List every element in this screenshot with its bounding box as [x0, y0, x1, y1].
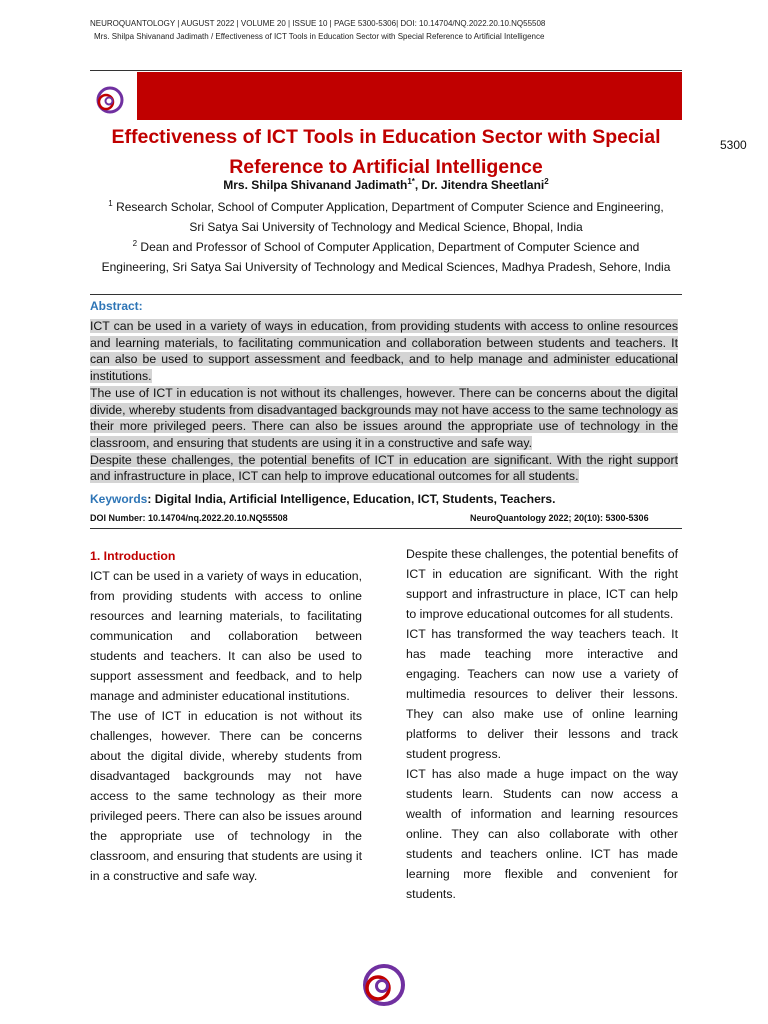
journal-citation: NeuroQuantology 2022; 20(10): 5300-5306	[470, 513, 649, 523]
author-separator: ,	[414, 178, 422, 192]
keywords-label: Keywords	[90, 492, 148, 506]
affiliation-1-line-1: Research Scholar, School of Computer Application, Department of Computer Science and Engineering,	[112, 200, 664, 214]
affiliation-2-line-1: Dean and Professor of School of Computer Application, Department of Computer Science and	[137, 240, 640, 254]
body-paragraph: The use of ICT in education is not without its challenges, however. There can be concerns about the digital divide, whereby students from disadvantaged backgrounds may not have access to the same technology as their more privileged peers. There can also be issues around the appropriate use of technology in the classroom, and ensuring that students are using it in a constructive and safe way.	[90, 709, 362, 883]
journal-logo-icon	[92, 84, 126, 118]
keywords-text: : Digital India, Artificial Intelligence, Education, ICT, Students, Teachers.	[147, 492, 556, 506]
page-number: 5300	[720, 138, 747, 152]
keywords-line	[90, 492, 682, 506]
affiliation-2	[86, 237, 686, 277]
author-2-sup: 2	[544, 177, 549, 186]
abstract-heading: Abstract:	[90, 299, 143, 313]
author-2: Dr. Jitendra Sheetlani	[421, 178, 545, 192]
affiliation-1-line-2: Sri Satya Sai University of Technology and Medical Science, Bhopal, India	[189, 220, 583, 234]
affiliation-1-sup: 1	[108, 199, 113, 208]
abstract-paragraph-2: The use of ICT in education is not without its challenges, however. There can be concerns about the digital divide, whereby students from disadvantaged backgrounds may not have access to the same technology as their more privileged peers. There can also be issues around the appropriate use of technology in the classroom, and ensuring that students are using it in a constructive and safe way.	[90, 385, 678, 450]
paper-title	[90, 122, 682, 182]
body-column-left	[90, 546, 362, 886]
title-line-1: Effectiveness of ICT Tools in Education Sector with Special	[111, 126, 661, 148]
red-banner	[137, 72, 682, 120]
section-heading-introduction: 1. Introduction	[90, 549, 176, 563]
body-column-right	[406, 544, 678, 904]
author-line	[90, 178, 682, 192]
affiliation-2-sup: 2	[132, 239, 138, 248]
abstract-paragraph-1: ICT can be used in a variety of ways in education, from providing students with access to online resources and learning materials, to facilitating communication and collaboration between students and teachers. It can also be used to support assessment and feedback, and to help manage and administer educational institutions.	[90, 319, 678, 384]
journal-header-line: NEUROQUANTOLOGY | AUGUST 2022 | VOLUME 20 | ISSUE 10 | PAGE 5300-5306| DOI: 10.14704/NQ.2022.20.10.NQ55508	[90, 19, 546, 28]
abstract-body	[90, 318, 678, 485]
running-title: Mrs. Shilpa Shivanand Jadimath / Effectiveness of ICT Tools in Education Sector with Special Reference to Artificial Intelligence	[94, 32, 545, 41]
body-paragraph: ICT has also made a huge impact on the way students learn. Students can now access a wealth of information and learning resources online. They can also collaborate with other students and teachers online. ICT has made learning more flexible and convenient for students.	[406, 767, 678, 901]
affiliation-1	[86, 197, 686, 237]
abstract-top-rule	[90, 294, 682, 295]
title-line-2: Reference to Artificial Intelligence	[229, 156, 543, 178]
author-1: Mrs. Shilpa Shivanand Jadimath	[223, 178, 408, 192]
body-paragraph: ICT has transformed the way teachers teach. It has made teaching more interactive and engaging. Teachers can now use a variety of multimedia resources to deliver their lessons. They can also make use of online learning platforms to deliver their lessons and track student progress.	[406, 627, 678, 761]
header-rule	[90, 70, 682, 71]
affiliation-2-line-2: Engineering, Sri Satya Sai University of Technology and Medical Sciences, Madhya Pradesh, Sehore, India	[101, 260, 671, 274]
footer-logo-icon	[356, 960, 408, 1012]
body-paragraph: Despite these challenges, the potential benefits of ICT in education are significant. With the right support and infrastructure in place, ICT can help to improve educational outcomes for all students.	[406, 547, 678, 621]
doi-number: DOI Number: 10.14704/nq.2022.20.10.NQ55508	[90, 513, 288, 523]
abstract-paragraph-3: Despite these challenges, the potential benefits of ICT in education are significant. With the right support and infrastructure in place, ICT can help to improve educational outcomes for all students.	[90, 452, 678, 484]
body-paragraph: ICT can be used in a variety of ways in education, from providing students with access to online resources and learning materials, to facilitating communication and collaboration between students and teachers. It can also be used to support assessment and feedback, and to help manage and administer educational institutions.	[90, 569, 362, 703]
abstract-bottom-rule	[90, 528, 682, 529]
author-1-sup: 1*	[407, 177, 415, 186]
